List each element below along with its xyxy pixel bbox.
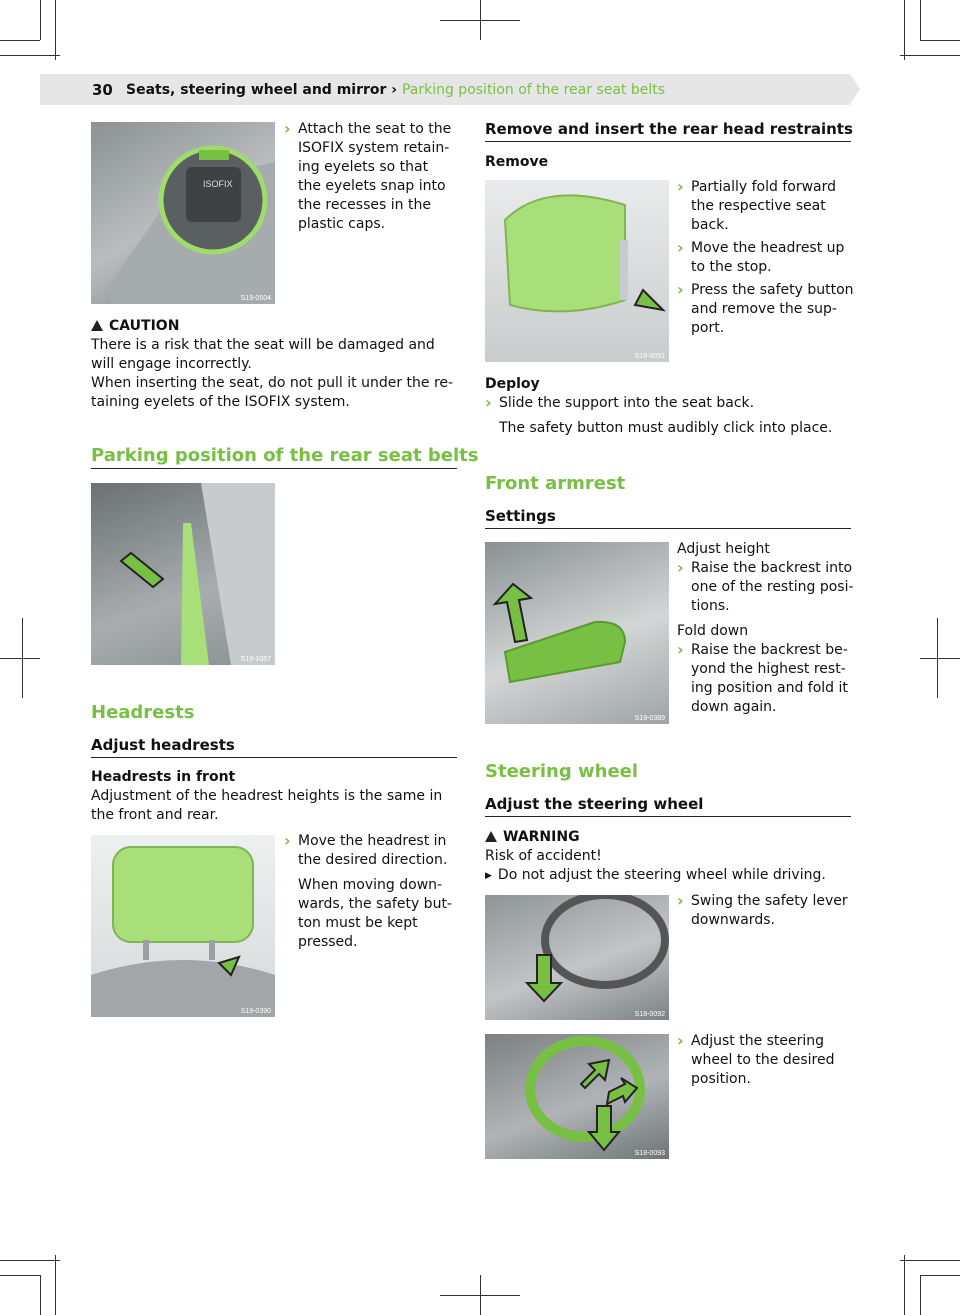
figure-code: S18-0091 (634, 353, 665, 360)
crop-mark (900, 55, 960, 56)
adjust-height-bullet: › Raise the backrest into one of the resting posi-tions. (677, 559, 855, 616)
figure-armrest (485, 542, 669, 724)
figure-belt (91, 483, 275, 665)
crop-mark (920, 40, 960, 41)
heading-rule (485, 141, 851, 142)
isofix-bullet: › Attach the seat to the ISOFIX system retain-ing eyelets so that the eyelets snap into the recesses in the plastic caps. (284, 120, 452, 234)
figure-wheel-lever (485, 895, 669, 1020)
figure-headrest (91, 835, 275, 1017)
figure-code: S19-1057 (240, 656, 271, 663)
rear-headrest-heading: Remove and insert the rear head restraints (485, 120, 853, 138)
caution-icon (91, 320, 103, 331)
wheel-adjust-illustration (485, 1034, 669, 1159)
armrest-steps (677, 540, 855, 719)
move-bullet: › Move the headrest in the desired direction. (284, 832, 452, 870)
belt-illustration (91, 483, 275, 665)
move-note: When moving down-wards, the safety but-ton must be kept pressed. (298, 877, 452, 950)
crop-mark (920, 1275, 960, 1276)
crop-mark (440, 20, 520, 21)
crop-mark (0, 1260, 60, 1261)
crop-mark (920, 658, 960, 659)
warning-icon (485, 831, 497, 842)
header-banner-tip (850, 74, 860, 104)
remove-bullet-3: › Press the safety button and remove the sup-port. (677, 281, 855, 338)
crop-mark (904, 0, 905, 60)
figure-code: S18-0092 (634, 1011, 665, 1018)
armrest-illustration (485, 542, 669, 724)
heading-rule (485, 528, 851, 529)
crop-mark (904, 1255, 905, 1315)
deploy-bullet: › Slide the support into the seat back. (485, 394, 855, 413)
front-text: Adjustment of the headrest heights is the same in the front and rear. (91, 788, 443, 823)
warning-bullet: ▶ Do not adjust the steering wheel while driving. (485, 866, 855, 887)
deploy-section (485, 375, 855, 438)
remove-bullet-1: › Partially fold forward the respective seat back. (677, 178, 855, 235)
crop-mark (0, 55, 60, 56)
crop-mark (920, 1275, 921, 1315)
figure-code: S18-0093 (634, 1150, 665, 1157)
adjust-wheel-heading: Adjust the steering wheel (485, 795, 704, 813)
figure-code: S19-0390 (240, 1008, 271, 1015)
front-title: Headrests in front (91, 769, 236, 785)
crop-mark (40, 0, 41, 40)
crop-mark (0, 1275, 40, 1276)
caution-box (91, 317, 461, 412)
caution-text-1: There is a risk that the seat will be damaged and will engage incorrectly. (91, 337, 435, 372)
swing-bullet: › Swing the safety lever downwards. (677, 892, 855, 930)
figure-isofix (91, 122, 275, 304)
adjust-height-label: Adjust height (677, 541, 770, 557)
crop-mark (900, 1260, 960, 1261)
caution-title: CAUTION (109, 318, 180, 334)
isofix-illustration (91, 122, 275, 304)
adjust-wheel-bullet: › Adjust the steering wheel to the desired position. (677, 1032, 855, 1089)
warning-box (485, 828, 855, 887)
crop-mark (40, 1275, 41, 1315)
breadcrumb (126, 82, 665, 98)
heading-rule (91, 757, 457, 758)
crop-mark (0, 658, 40, 659)
crop-mark (0, 40, 40, 41)
crop-mark (440, 1295, 520, 1296)
figure-code: S19-0504 (240, 295, 271, 302)
armrest-heading: Front armrest (485, 473, 626, 494)
deploy-label: Deploy (485, 376, 540, 392)
crop-mark (920, 0, 921, 40)
remove-bullet-2: › Move the headrest up to the stop. (677, 239, 855, 277)
remove-label: Remove (485, 154, 549, 170)
headrests-heading: Headrests (91, 702, 195, 723)
heading-rule (91, 468, 457, 469)
figure-code: S19-0389 (634, 715, 665, 722)
heading-rule (485, 816, 851, 817)
figure-rear-headrest (485, 180, 669, 362)
isofix-label: ISOFIX (203, 179, 233, 189)
remove-steps (677, 178, 855, 340)
crop-mark (55, 1255, 56, 1315)
steering-heading: Steering wheel (485, 761, 639, 782)
settings-heading: Settings (485, 507, 556, 525)
caution-text-2: When inserting the seat, do not pull it under the re-taining eyelets of the ISOFIX system. (91, 375, 454, 410)
warning-text: Risk of accident! (485, 848, 602, 864)
headrest-illustration (91, 835, 275, 1017)
headrest-instruction (284, 832, 452, 952)
fold-down-bullet: › Raise the backrest be-yond the highest rest-ing position and fold it down again. (677, 641, 855, 717)
swing-step (677, 892, 855, 932)
wheel-lever-illustration (485, 895, 669, 1020)
adjust-headrests-heading: Adjust headrests (91, 736, 235, 754)
rear-headrest-illustration (485, 180, 669, 362)
breadcrumb-separator: › (391, 82, 398, 98)
deploy-note: The safety button must audibly click into place. (499, 420, 833, 436)
figure-wheel-adjust (485, 1034, 669, 1159)
headrests-front (91, 768, 451, 825)
warning-title: WARNING (503, 829, 580, 845)
breadcrumb-current: Parking position of the rear seat belts (401, 82, 666, 98)
page-number: 30 (92, 81, 113, 99)
adjust-wheel-step (677, 1032, 855, 1091)
fold-down-label: Fold down (677, 623, 749, 639)
parking-heading: Parking position of the rear seat belts (91, 445, 479, 466)
isofix-instruction (284, 120, 452, 236)
crop-mark (55, 0, 56, 60)
breadcrumb-section[interactable]: Seats, steering wheel and mirror (126, 82, 387, 98)
